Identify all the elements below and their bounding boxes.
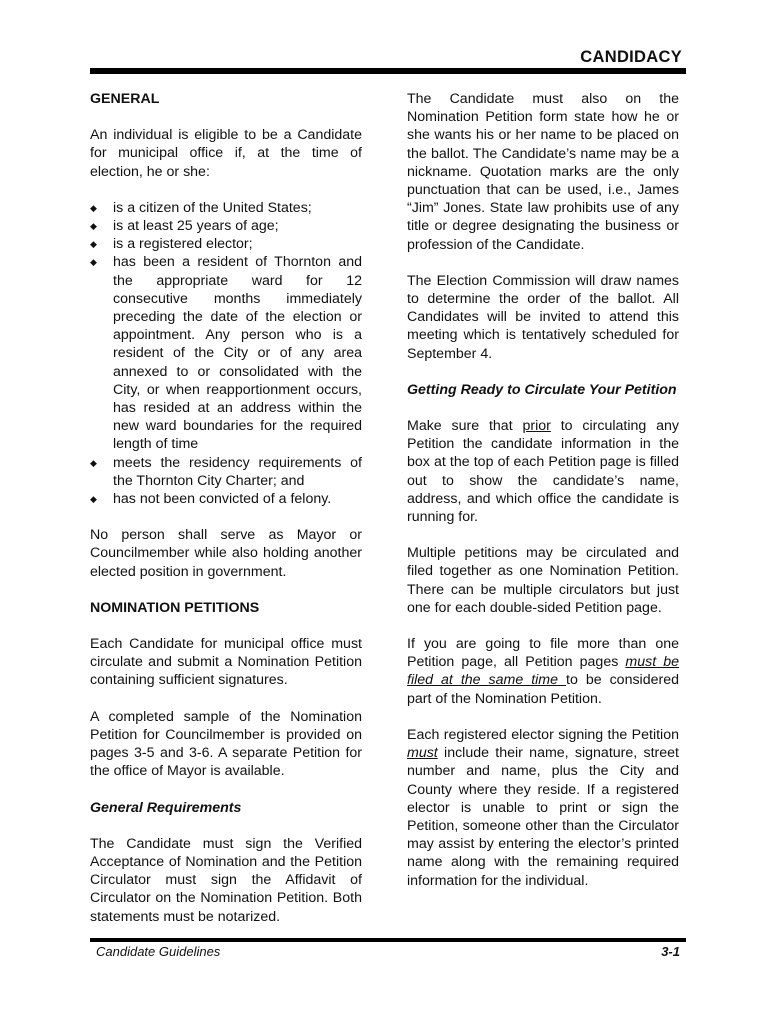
election-commission-paragraph: The Election Commission will draw names to determine the order of the ballot. All Candidates will be invited to attend this meeting which is tentatively scheduled for September 4.: [407, 272, 679, 362]
nomination-petitions-heading: NOMINATION PETITIONS: [90, 599, 260, 616]
bullet-icon: ◆: [90, 257, 97, 268]
candidate-name-paragraph: The Candidate must also on the Nomination Petition form state how he or she wants his or her name to be placed on the ballot. The Candidate’s name may be a nickname. Quotation marks are the only punctuation that can be used, i.e., James “Jim” Jones. State law prohibits use of any title or degree designating the business or profession of the Candidate.: [407, 91, 679, 253]
general-requirements-heading: General Requirements: [90, 799, 242, 816]
footer-rule: [90, 938, 686, 942]
must-be-filed-emphasis: must be filed at the same time: [407, 654, 679, 689]
general-requirements-paragraph: The Candidate must sign the Verified Acceptance of Nomination and the Petition Circulator must sign the Affidavit of Circulator on the Nomination Petition. Both statements must be notarized.: [90, 835, 362, 925]
bullet-icon: ◆: [90, 494, 97, 505]
left-column: [90, 90, 362, 944]
list-item: ◆ is a citizen of the United States;: [90, 199, 312, 216]
nomination-paragraph-2: A completed sample of the Nomination Petition for Councilmember is provided on pages 3-5 and 3-6. A separate Petition for the office of Mayor is available.: [90, 708, 362, 780]
getting-ready-heading: Getting Ready to Circulate Your Petition: [407, 381, 677, 398]
list-item: ◆ has been a resident of Thornton and the appropriate ward for 12 consecutive months immediately preceding the date of the election or appointment. Any person who is a resident of the City or of any area annexed to or consolidated with the City, or when reapportionment occurs, has resided at an address within the new ward boundaries for the required length of time: [90, 254, 362, 453]
prior-emphasis: prior: [522, 418, 551, 435]
multiple-petitions-paragraph: Multiple petitions may be circulated and filed together as one Nomination Petition. There can be multiple circulators but just one for each double-sided Petition page.: [407, 545, 679, 616]
page-number: 3-1: [661, 944, 680, 959]
file-together-paragraph: If you are going to file more than one Petition page, all Petition pages must be filed at the same time to be considered part of the Nomination Petition.: [407, 636, 679, 707]
must-emphasis: must: [407, 745, 438, 762]
list-item: ◆ meets the residency requirements of the Thornton City Charter; and: [90, 454, 362, 489]
nomination-paragraph-1: Each Candidate for municipal office must circulate and submit a Nomination Petition containing sufficient signatures.: [90, 636, 362, 689]
eligibility-list: [90, 199, 362, 508]
list-item: ◆ is at least 25 years of age;: [90, 218, 279, 235]
list-item: ◆ is a registered elector;: [90, 236, 253, 253]
registered-elector-paragraph: Each registered elector signing the Petition must include their name, signature, street number and name, plus the City and County where they reside. If a registered elector is unable to print or sign the Petition, someone other than the Circulator may assist by entering the elector’s printed name along with the remaining required information for the individual.: [407, 726, 679, 889]
bullet-icon: ◆: [90, 239, 97, 250]
general-heading: GENERAL: [90, 91, 160, 107]
page-header-title: CANDIDACY: [580, 48, 682, 66]
bullet-icon: ◆: [90, 202, 97, 213]
list-item: ◆ has not been convicted of a felony.: [90, 491, 332, 508]
footer-document-title: Candidate Guidelines: [96, 944, 221, 959]
bullet-icon: ◆: [90, 221, 97, 232]
no-person-paragraph: No person shall serve as Mayor or Councilmember while also holding another elected position in government.: [90, 527, 362, 580]
bullet-icon: ◆: [90, 457, 97, 468]
right-column: [407, 90, 679, 908]
eligibility-intro: An individual is eligible to be a Candidate for municipal office if, at the time of election, he or she:: [90, 127, 362, 180]
header-rule: [90, 68, 686, 74]
make-sure-paragraph: Make sure that prior to circulating any Petition the candidate information in the box at the top of each Petition page is filled out to show the candidate’s name, address, and which office the candidate is running for.: [407, 418, 679, 526]
